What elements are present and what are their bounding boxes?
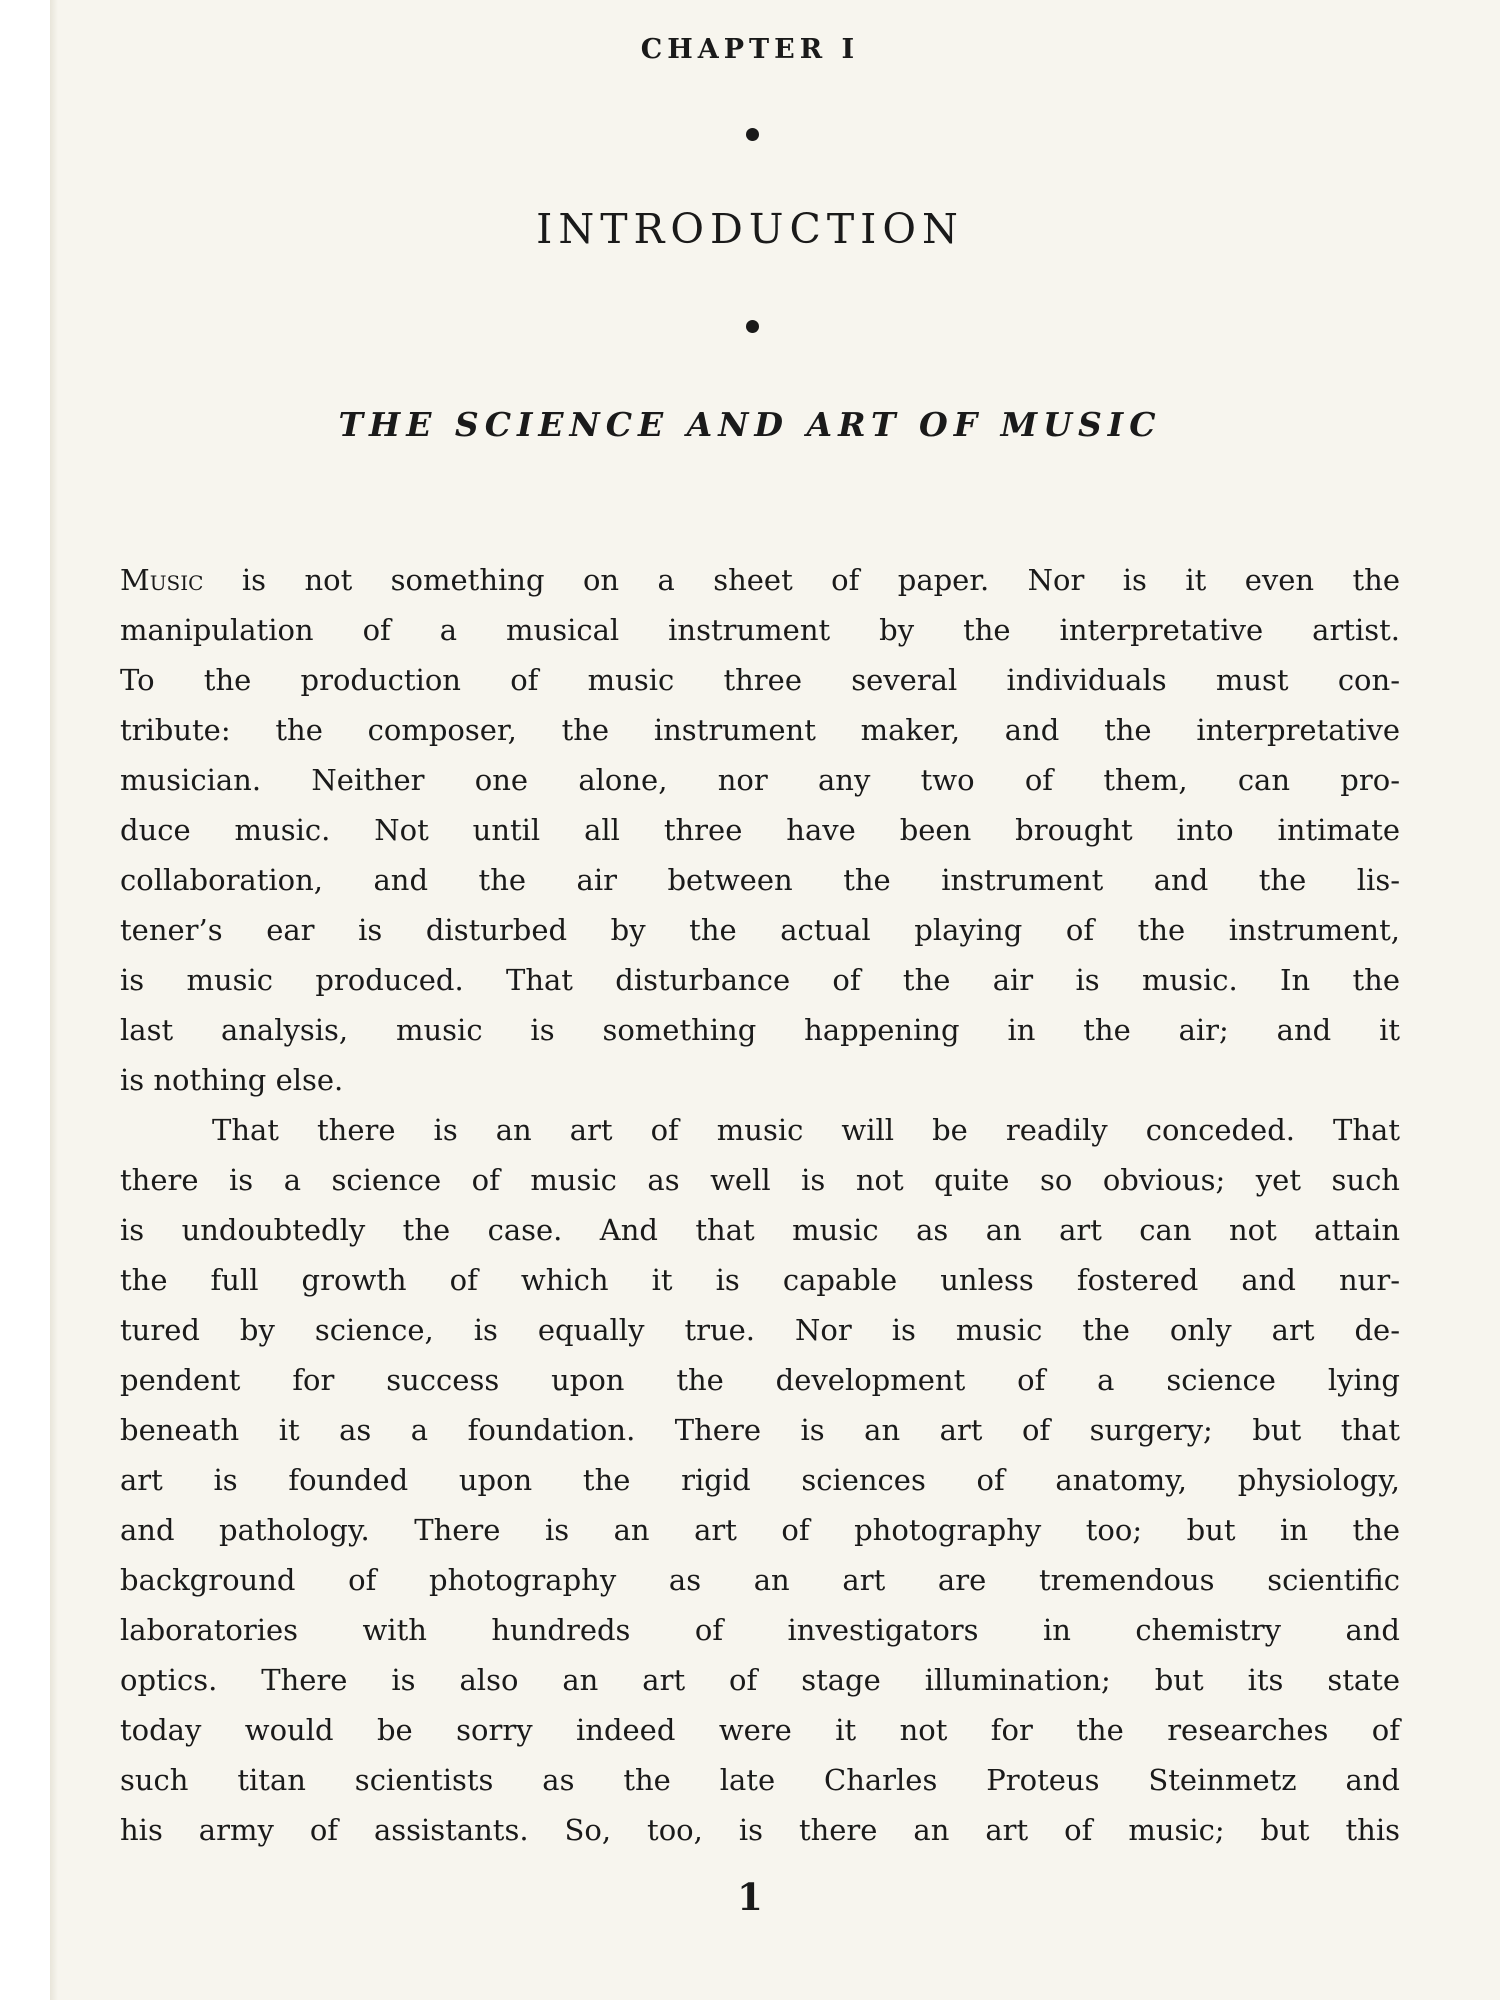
body-line: tribute: the composer, the instrument maker, and the interpretative (120, 713, 1400, 747)
body-line: optics. There is also an art of stage illumination; but its state (120, 1663, 1400, 1697)
body-line (120, 555, 1400, 605)
body-line: laboratories with hundreds of investigators in chemistry and (120, 1613, 1400, 1647)
body-line: and pathology. There is an art of photography too; but in the (120, 1513, 1400, 1547)
body-line: art is founded upon the rigid sciences of anatomy, physiology, (120, 1463, 1400, 1497)
ornament-dot-bottom (746, 320, 759, 333)
paper-edge (50, 0, 58, 2000)
body-line: beneath it as a foundation. There is an art of surgery; but that (120, 1413, 1400, 1447)
body-line: today would be sorry indeed were it not for the researches of (120, 1713, 1400, 1747)
body-line: pendent for success upon the development of a science lying (120, 1363, 1400, 1397)
body-line: That there is an art of music will be readily conceded. That (212, 1113, 1400, 1147)
body-line: manipulation of a musical instrument by the interpretative artist. (120, 613, 1400, 647)
body-line: tener’s ear is disturbed by the actual playing of the instrument, (120, 913, 1400, 947)
body-line: there is a science of music as well is not quite so obvious; yet such (120, 1163, 1400, 1197)
body-line: To the production of music three several individuals must con- (120, 663, 1400, 697)
page-number: 1 (737, 1875, 763, 1919)
chapter-label: CHAPTER I (640, 34, 860, 65)
body-line: his army of assistants. So, too, is there an art of music; but this (120, 1813, 1400, 1847)
body-line: collaboration, and the air between the instrument and the lis- (120, 863, 1400, 897)
body-line: is music produced. That disturbance of the air is music. In the (120, 963, 1400, 997)
body-line: such titan scientists as the late Charles Proteus Steinmetz and (120, 1763, 1400, 1797)
opening-word: Music (120, 563, 204, 597)
body-line-text: is not something on a sheet of paper. Nor is it even the (203, 563, 1400, 597)
ornament-dot-top (746, 128, 759, 141)
body-line: tured by science, is equally true. Nor is music the only art de- (120, 1313, 1400, 1347)
body-text (120, 555, 1400, 1855)
body-line: is undoubtedly the case. And that music as an art can not attain (120, 1213, 1400, 1247)
body-line: is nothing else. (120, 1063, 344, 1097)
body-line: musician. Neither one alone, nor any two of them, can pro- (120, 763, 1400, 797)
body-line: duce music. Not until all three have been brought into intimate (120, 813, 1400, 847)
chapter-title: INTRODUCTION (536, 205, 964, 253)
body-line: background of photography as an art are tremendous scientific (120, 1563, 1400, 1597)
body-line: last analysis, music is something happening in the air; and it (120, 1013, 1400, 1047)
chapter-subtitle: THE SCIENCE AND ART OF MUSIC (338, 405, 1162, 444)
body-line: the full growth of which it is capable unless fostered and nur- (120, 1263, 1400, 1297)
